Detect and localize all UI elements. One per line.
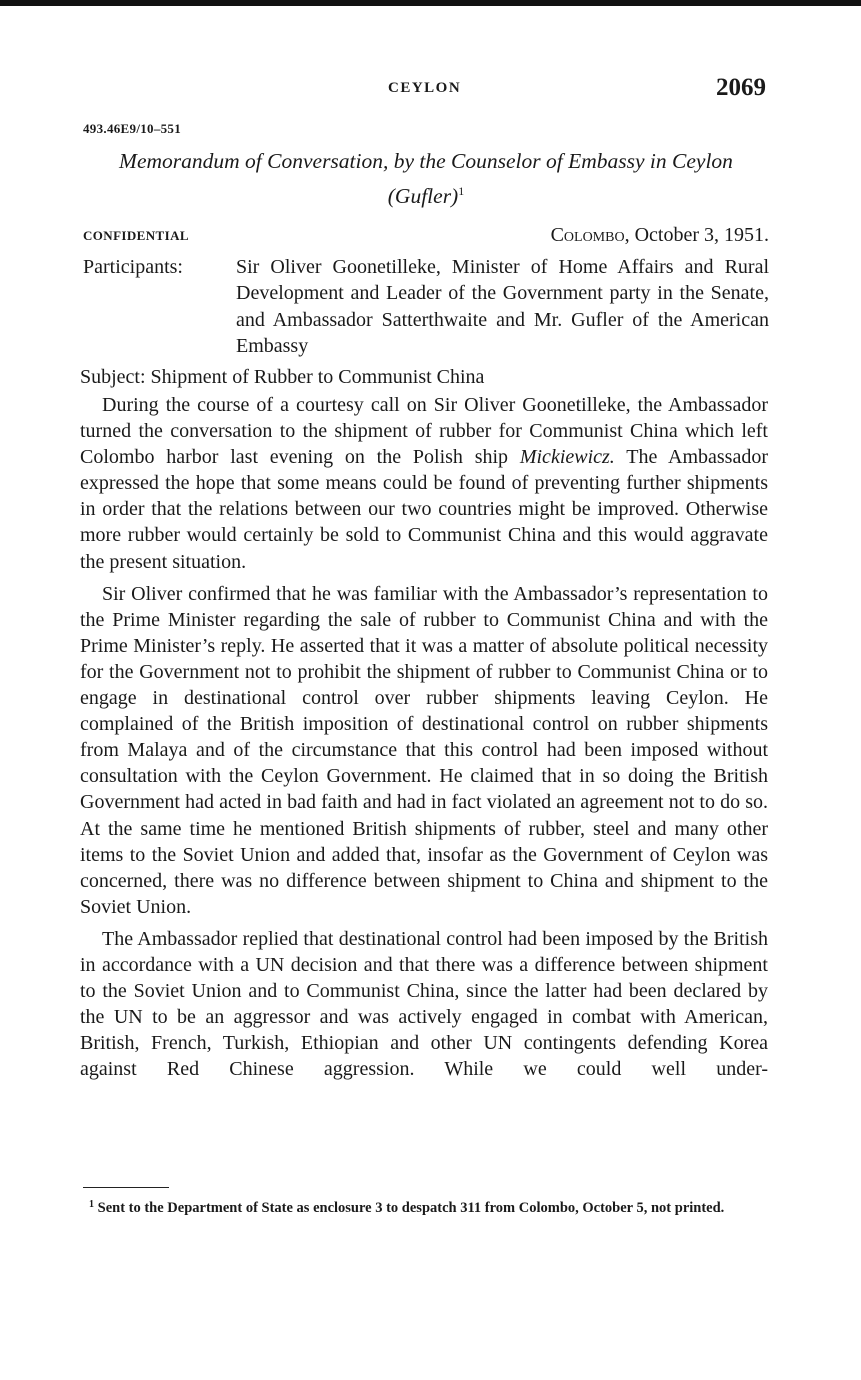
subject-label: Subject: bbox=[80, 366, 146, 388]
paragraph-1-after: The Ambassador expressed the hope that some means could be found of preventing further shipments in order that the relations between our two countries might be improved. Otherwise more rubber would certainly be sold to Communist China and this would aggravate the present situation. bbox=[80, 446, 768, 573]
paragraph-1 bbox=[80, 392, 768, 575]
top-page-border bbox=[0, 0, 861, 6]
classification-date-row bbox=[83, 224, 769, 252]
running-head-title: CEYLON bbox=[388, 80, 462, 96]
classification-label: CONFIDENTIAL bbox=[83, 228, 189, 243]
footnote-number: 1 bbox=[89, 1199, 94, 1210]
paragraph-2: Sir Oliver confirmed that he was familiar with the Ambassador’s representation to the Prime Minister regarding the sale of rubber to Communist China and with the Prime Minister’s reply. He asserted that it was a matter of absolute political necessity for the Government not to prohibit the shipment of rubber to Communist China or to engage in destinational control over rubber shipments leaving Ceylon. He complained of the British imposition of destinational control on rubber shipments from Malaya and of the circumstance that this control had been imposed without consultation with the Ceylon Government. He claimed that in so doing the British Government had acted in bad faith and had in fact violated an agreement not to do so. At the same time he mentioned British shipments of rubber, steel and many other items to the Soviet Union and added that, insofar as the Government of Ceylon was concerned, there was no difference between shipment to China and shipment to the Soviet Union. bbox=[80, 582, 768, 918]
title-footnote-ref: 1 bbox=[458, 184, 465, 198]
subject-text: Shipment of Rubber to Communist China bbox=[150, 366, 485, 388]
paragraph-1-before: During the course of a courtesy call on Sir Oliver Goonetilleke, the Ambassador turned the conversation to the shipment of rubber for Communist China which left Colombo harbor last evening on the Polish ship bbox=[80, 394, 768, 469]
footnote-text: Sent to the Department of State as enclosure 3 to despatch 311 from Colombo, October 5, not printed. bbox=[94, 1200, 725, 1216]
footnote-rule bbox=[83, 1187, 169, 1188]
participants bbox=[83, 254, 769, 360]
place-date bbox=[551, 224, 769, 247]
participants-text: Sir Oliver Goonetilleke, Minister of Home Affairs and Rural Development and Leader of the Government party in the Senate, and Ambassador Satterthwaite and Mr. Gufler of the American Embassy bbox=[236, 256, 769, 358]
document-title bbox=[83, 146, 769, 211]
memo-body bbox=[80, 392, 768, 1088]
subject-line bbox=[80, 364, 770, 390]
file-number: 493.46E9/10–551 bbox=[83, 121, 182, 136]
paragraph-3: The Ambassador replied that destinational control had been imposed by the British in accordance with a UN decision and that there was a difference between shipment to the Soviet Union and to Communist China, since the latter had been declared by the UN to be an aggressor and was actively engaged in combat with American, British, French, Turkish, Ethiopian and other UN contingents defending Korea against Red Chinese aggression. While we could well under- bbox=[80, 927, 768, 1081]
place: Colombo bbox=[550, 224, 625, 246]
ship-name: Mickiewicz. bbox=[519, 446, 615, 469]
document-title-text: Memorandum of Conversation, by the Counselor of Embassy in Ceylon (Gufler) bbox=[119, 149, 733, 208]
date: , October 3, 1951. bbox=[624, 224, 769, 246]
participants-label: Participants: bbox=[83, 256, 183, 278]
footnote bbox=[77, 1195, 767, 1218]
page-number: 2069 bbox=[716, 74, 766, 101]
